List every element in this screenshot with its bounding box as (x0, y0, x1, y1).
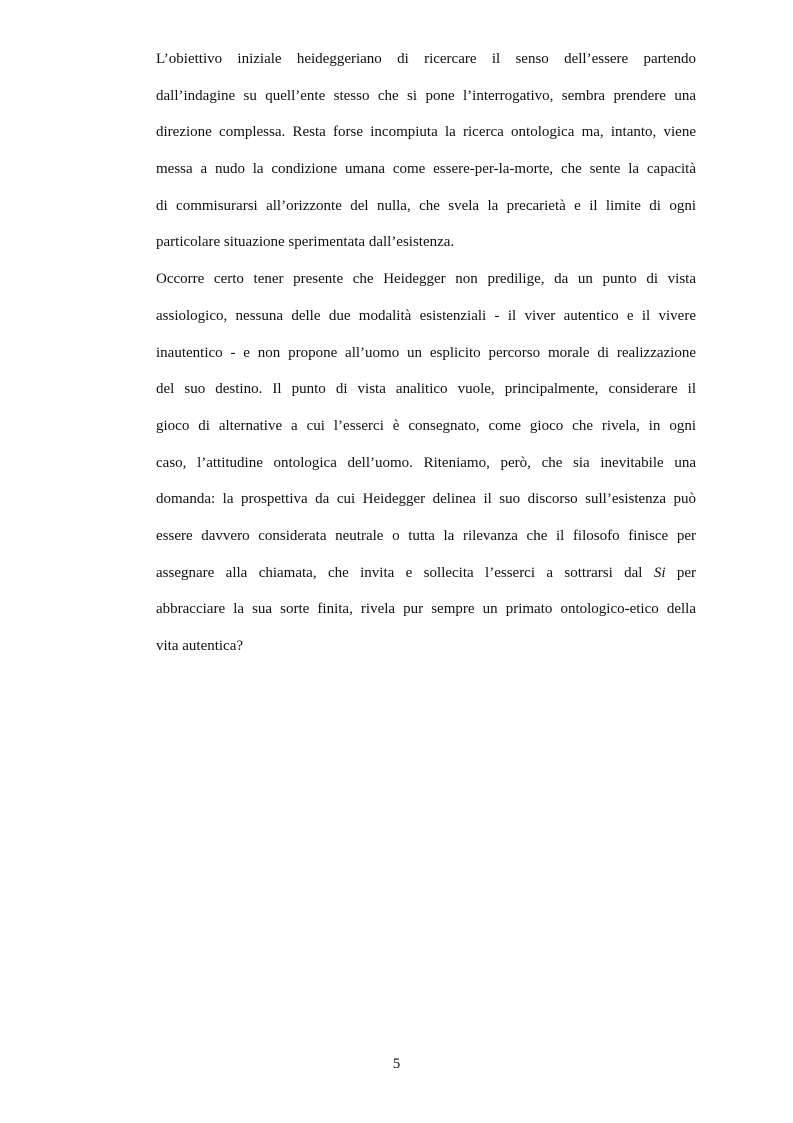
text-line: del suo destino. Il punto di vista analitico vuole, principalmente, considerare il (156, 381, 696, 398)
body-text (156, 44, 696, 668)
text-line: assiologico, nessuna delle due modalità esistenziali - il viver autentico e il vivere (156, 307, 696, 324)
text-line: particolare situazione sperimentata dall’esistenza. (156, 234, 455, 251)
text-line: direzione complessa. Resta forse incompiuta la ricerca ontologica ma, intanto, viene (156, 124, 696, 141)
text-line: abbracciare la sua sorte finita, rivela pur sempre un primato ontologico-etico della (156, 601, 696, 618)
page-number: 5 (392, 1056, 401, 1072)
text-line: domanda: la prospettiva da cui Heidegger delinea il suo discorso sull’esistenza può (156, 491, 696, 508)
italic-term: Si (653, 564, 666, 581)
text-line: inautentico - e non propone all’uomo un esplicito percorso morale di realizzazione (156, 344, 696, 361)
text-line (156, 558, 696, 595)
text-line: L’obiettivo iniziale heideggeriano di ricercare il senso dell’essere partendo (156, 51, 696, 67)
text-line: gioco di alternative a cui l’esserci è consegnato, come gioco che rivela, in ogni (156, 417, 696, 434)
text-line: caso, l’attitudine ontologica dell’uomo. Riteniamo, però, che sia inevitabile una (156, 454, 696, 471)
text-line: essere davvero considerata neutrale o tutta la rilevanza che il filosofo finisce per (156, 527, 696, 544)
text-segment: per (665, 564, 697, 581)
text-line: vita autentica? (156, 638, 244, 654)
text-line: messa a nudo la condizione umana come essere-per-la-morte, che sente la capacità (156, 161, 696, 178)
paragraph (156, 264, 696, 668)
text-line: di commisurarsi all’orizzonte del nulla, che svela la precarietà e il limite di ogni (156, 197, 696, 214)
text-segment: assegnare alla chiamata, che invita e sollecita l’esserci a sottrarsi dal (156, 564, 654, 581)
text-line: dall’indagine su quell’ente stesso che si pone l’interrogativo, sembra prendere una (156, 87, 696, 104)
text-line: Occorre certo tener presente che Heidegger non predilige, da un punto di vista (156, 271, 696, 288)
paragraph (156, 44, 696, 264)
